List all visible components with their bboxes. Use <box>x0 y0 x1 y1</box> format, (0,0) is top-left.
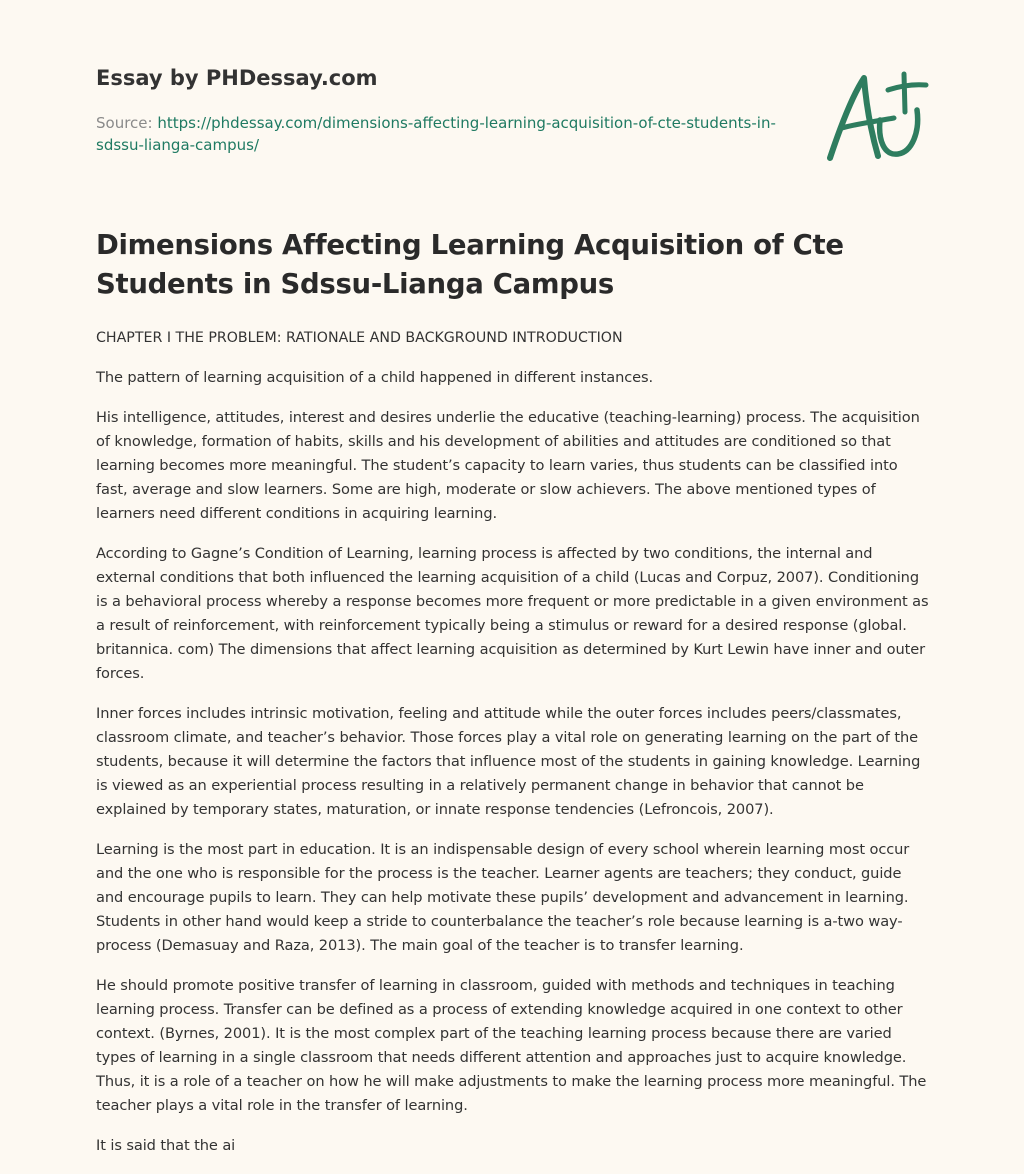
paragraph: Learning is the most part in education. It is an indispensable design of every school wherein learning most occur and the one who is responsible for the process is the teacher. Learner agents are teachers; they conduct, guide and encourage pupils to learn. They can help motivate these pupils’ development and advancement in learning. Students in other hand would keep a stride to counterbalance the teacher’s role because learning is a-two way-process (Demasuay and Raza, 2013). The main goal of the teacher is to transfer learning. <box>96 841 910 954</box>
chapter-heading: CHAPTER I THE PROBLEM: RATIONALE AND BACKGROUND INTRODUCTION <box>96 330 623 346</box>
paragraph: Inner forces includes intrinsic motivation, feeling and attitude while the outer forces includes peers/classmates, classroom climate, and teacher’s behavior. Those forces play a vital role on generating learning on the part of the students, because it will determine the factors that influence most of the students in gaining knowledge. Learning is viewed as an experiential process resulting in a relatively permanent change in behavior that cannot be explained by temporary states, maturation, or innate response tendencies (Lefroncois, 2007). <box>96 705 921 818</box>
paragraph: His intelligence, attitudes, interest and desires underlie the educative (teaching-learning) process. The acquisition of knowledge, formation of habits, skills and his development of abilities and attitudes are conditioned so that learning becomes more meaningful. The student’s capacity to learn varies, thus students can be classified into fast, average and slow learners. Some are high, moderate or slow achievers. The above mentioned types of learners need different conditions in acquiring learning. <box>96 409 920 522</box>
page-header <box>96 64 796 156</box>
essay-title: Dimensions Affecting Learning Acquisition of Cte Students in Sdssu-Lianga Campus <box>96 229 844 300</box>
paragraph: He should promote positive transfer of learning in classroom, guided with methods and techniques in teaching learning process. Transfer can be defined as a process of extending knowledge acquired in one context to other context. (Byrnes, 2001). It is the most complex part of the teaching learning process because there are varied types of learning in a single classroom that needs different attention and approaches just to acquire knowledge. Thus, it is a role of a teacher on how he will make adjustments to make the learning process more meaningful. The teacher plays a vital role in the transfer of learning. <box>96 977 927 1114</box>
source-link[interactable]: https://phdessay.com/dimensions-affecting-learning-acquisition-of-cte-students-in-sdssu-lianga-campus/ <box>96 114 776 154</box>
essay-body <box>96 326 930 1174</box>
site-brand: Essay by PHDessay.com <box>96 66 378 90</box>
source-label: Source: <box>96 114 153 132</box>
a-plus-grade-icon <box>820 68 932 168</box>
paragraph: The pattern of learning acquisition of a child happened in different instances. <box>96 369 654 386</box>
paragraph-truncated: It is said that the ai <box>96 1137 236 1154</box>
paragraph: According to Gagne’s Condition of Learning, learning process is affected by two conditions, the internal and external conditions that both influenced the learning acquisition of a child (Lucas and Corpuz, 2007). Conditioning is a behavioral process whereby a response becomes more frequent or more predictable in a given environment as a result of reinforcement, with reinforcement typically being a stimulus or reward for a desired response (global. britannica. com) The dimensions that affect learning acquisition as determined by Kurt Lewin have inner and outer forces. <box>96 545 929 682</box>
source-line <box>96 112 776 156</box>
